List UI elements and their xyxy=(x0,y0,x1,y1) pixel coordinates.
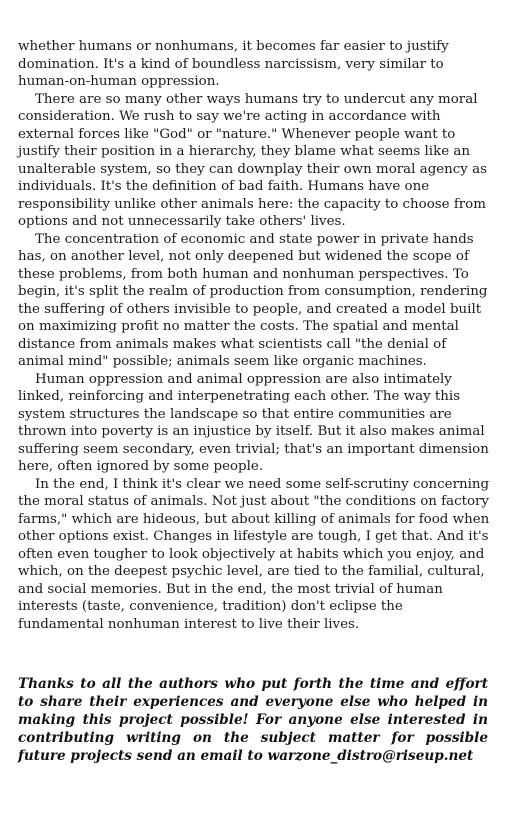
paragraph: There are so many other ways humans try to undercut any moral consideration. We rush to say we're acting in accordance with external forces like "God" or "nature." Whenever people want to justify their position in a hierarchy, they blame what seems like an unalterable system, so they can downplay their own moral agency as individuals. It's the definition of bad faith. Humans have one responsibility unlike other animals here: the capacity to choose from options and not unnecessarily take others' lives. xyxy=(18,91,487,229)
paragraph: Human oppression and animal oppression are also intimately linked, reinforcing and interpenetrating each other. The way this system structures the landscape so that entire communities are thrown into poverty is an injustice by itself. But it also makes animal suffering seem secondary, even trivial; that's an important dimension here, often ignored by some people. xyxy=(18,371,489,474)
paragraph: The concentration of economic and state power in private hands has, on another level, not only deepened but widened the scope of these problems, from both human and nonhuman perspectives. To begin, it's split the realm of production from consumption, rendering the suffering of others invisible to people, and created a model built on maximizing profit no matter the costs. The spatial and mental distance from animals makes what scientists call "the denial of animal mind" possible; animals seem like organic machines. xyxy=(18,231,488,369)
essay-body xyxy=(18,38,490,633)
acknowledgements-note: Thanks to all the authors who put forth the time and effort to share their experiences and everyone else who helped in making this project possible! For anyone else interested in contributing writing on the subject matter for possible future projects send an email to warzone_distro@riseup.net xyxy=(18,676,488,764)
paragraph: In the end, I think it's clear we need some self-scrutiny concerning the moral status of animals. Not just about "the conditions on factory farms," which are hideous, but about killing of animals for food when other options exist. Changes in lifestyle are tough, I get that. And it's often even tougher to look objectively at habits which you enjoy, and which, on the deepest psychic level, are tied to the familial, cultural, and social memories. But in the end, the most trivial of human interests (taste, convenience, tradition) don't eclipse the fundamental nonhuman interest to live their lives. xyxy=(18,476,490,632)
paragraph: whether humans or nonhumans, it becomes far easier to justify domination. It's a kind of boundless narcissism, very similar to human-on-human oppression. xyxy=(18,39,449,89)
